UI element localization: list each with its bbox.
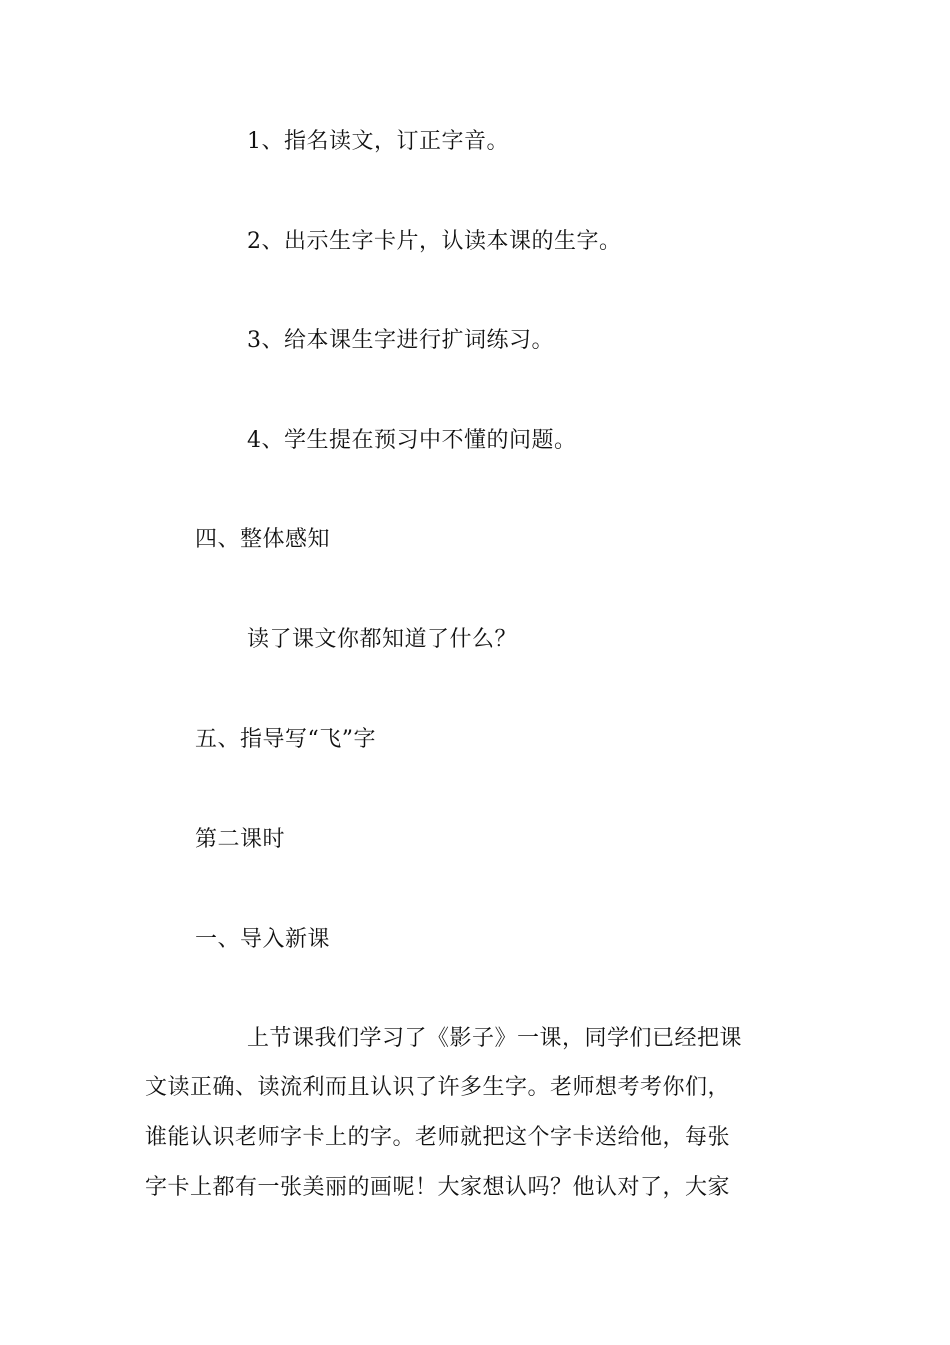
list-item: 1、指名读文，订正字音。 [247, 129, 509, 154]
list-item: 2、出示生字卡片，认读本课的生字。 [247, 229, 622, 254]
paragraph-line: 谁能认识老师字卡上的字。老师就把这个字卡送给他，每张 [145, 1125, 731, 1150]
section-heading: 五、指导写“飞”字 [195, 727, 376, 752]
section-heading: 一、导入新课 [195, 927, 331, 952]
paragraph-line: 字卡上都有一张美丽的画呢！大家想认吗？他认对了，大家 [145, 1175, 731, 1200]
paragraph-line: 上节课我们学习了《影子》一课，同学们已经把课 [247, 1026, 743, 1051]
paragraph-line: 文读正确、读流利而且认识了许多生字。老师想考考你们， [145, 1075, 731, 1100]
list-item: 3、给本课生字进行扩词练习。 [247, 328, 554, 353]
section-heading: 四、整体感知 [195, 527, 331, 552]
lesson-heading: 第二课时 [195, 827, 286, 852]
list-item: 4、学生提在预习中不懂的问题。 [247, 428, 577, 453]
question-text: 读了课文你都知道了什么？ [247, 627, 518, 652]
